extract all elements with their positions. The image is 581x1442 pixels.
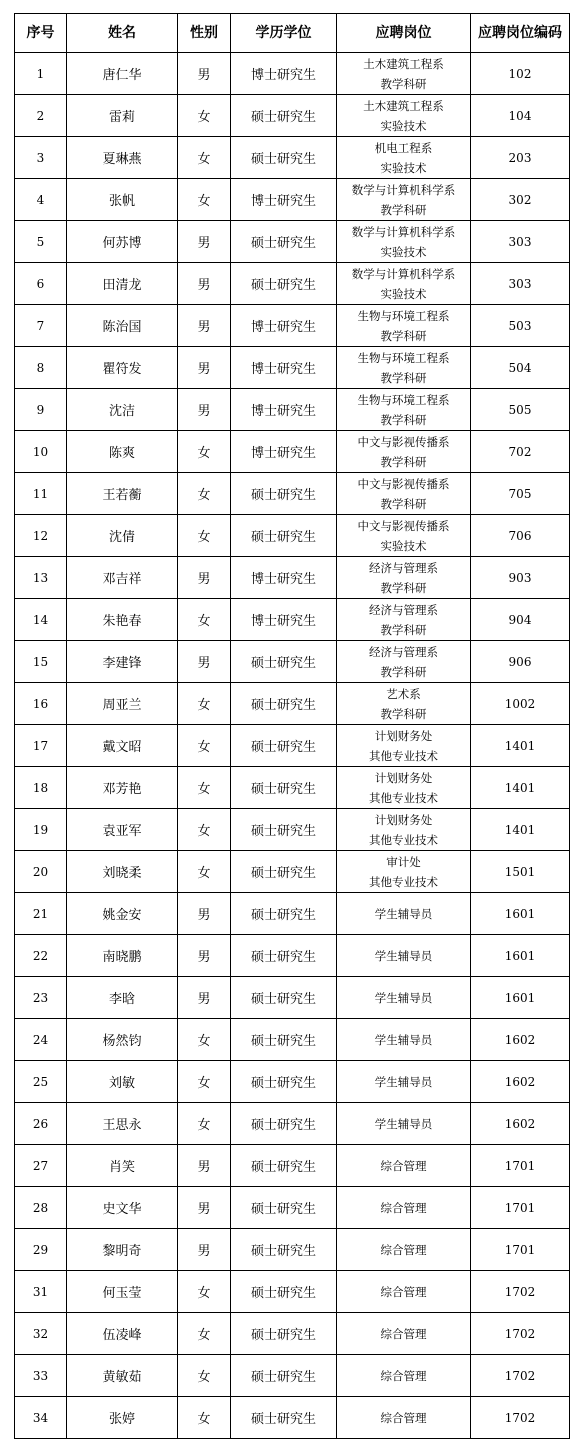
post-line: 实验技术 [380, 160, 427, 175]
post-code-cell: 1702 [471, 1355, 570, 1397]
table-header [15, 14, 570, 53]
serial-cell: 25 [15, 1061, 67, 1103]
post-line: 教学科研 [380, 706, 427, 721]
gender-cell: 女 [178, 851, 231, 893]
name-cell: 肖笑 [67, 1145, 178, 1187]
post-cell [337, 515, 471, 557]
post-code-cell: 302 [471, 179, 570, 221]
gender-cell: 女 [178, 725, 231, 767]
post-cell [337, 137, 471, 179]
name-cell: 周亚兰 [67, 683, 178, 725]
post-code-cell: 102 [471, 53, 570, 95]
post-line: 教学科研 [380, 454, 427, 469]
post-line: 学生辅导员 [374, 1074, 433, 1089]
post-cell [337, 263, 471, 305]
gender-cell: 男 [178, 893, 231, 935]
post-code-cell: 1601 [471, 935, 570, 977]
post-line: 学生辅导员 [374, 990, 433, 1005]
degree-cell: 硕士研究生 [231, 809, 337, 851]
post-cell [337, 641, 471, 683]
table-row [15, 599, 570, 641]
post-line: 计划财务处 [374, 812, 433, 827]
post-line: 综合管理 [380, 1200, 427, 1215]
name-cell: 黄敏茹 [67, 1355, 178, 1397]
post-code-cell: 1602 [471, 1061, 570, 1103]
post-code-cell: 1701 [471, 1229, 570, 1271]
table-row [15, 515, 570, 557]
serial-cell: 22 [15, 935, 67, 977]
post-line: 生物与环境工程系 [357, 308, 450, 323]
name-cell: 姚金安 [67, 893, 178, 935]
table-body [15, 53, 570, 1439]
post-line: 教学科研 [380, 328, 427, 343]
post-cell [337, 221, 471, 263]
table-row [15, 137, 570, 179]
gender-cell: 男 [178, 1229, 231, 1271]
table-row [15, 977, 570, 1019]
table-row [15, 1313, 570, 1355]
serial-cell: 19 [15, 809, 67, 851]
post-code-cell: 1602 [471, 1019, 570, 1061]
degree-cell: 博士研究生 [231, 305, 337, 347]
gender-cell: 男 [178, 263, 231, 305]
name-cell: 南晓鹏 [67, 935, 178, 977]
serial-cell: 13 [15, 557, 67, 599]
serial-cell: 20 [15, 851, 67, 893]
post-line: 教学科研 [380, 496, 427, 511]
post-cell [337, 347, 471, 389]
serial-cell: 5 [15, 221, 67, 263]
post-code-cell: 303 [471, 221, 570, 263]
post-line: 教学科研 [380, 76, 427, 91]
serial-cell: 32 [15, 1313, 67, 1355]
serial-cell: 6 [15, 263, 67, 305]
serial-cell: 8 [15, 347, 67, 389]
degree-cell: 博士研究生 [231, 53, 337, 95]
name-cell: 李晗 [67, 977, 178, 1019]
table-row [15, 53, 570, 95]
post-line: 审计处 [386, 854, 421, 869]
post-code-cell: 1602 [471, 1103, 570, 1145]
degree-cell: 硕士研究生 [231, 473, 337, 515]
table-row [15, 767, 570, 809]
serial-cell: 2 [15, 95, 67, 137]
table-row [15, 683, 570, 725]
serial-cell: 26 [15, 1103, 67, 1145]
gender-cell: 女 [178, 179, 231, 221]
post-line: 生物与环境工程系 [357, 350, 450, 365]
table-row [15, 641, 570, 683]
post-code-cell: 904 [471, 599, 570, 641]
degree-cell: 硕士研究生 [231, 641, 337, 683]
serial-cell: 23 [15, 977, 67, 1019]
name-cell: 何玉莹 [67, 1271, 178, 1313]
serial-cell: 18 [15, 767, 67, 809]
post-code-cell: 1701 [471, 1187, 570, 1229]
degree-cell: 硕士研究生 [231, 221, 337, 263]
name-cell: 刘晓柔 [67, 851, 178, 893]
gender-cell: 女 [178, 1271, 231, 1313]
post-line: 其他专业技术 [369, 874, 438, 889]
gender-cell: 男 [178, 1187, 231, 1229]
post-cell [337, 1187, 471, 1229]
gender-cell: 男 [178, 347, 231, 389]
name-cell: 史文华 [67, 1187, 178, 1229]
gender-cell: 女 [178, 683, 231, 725]
gender-cell: 男 [178, 557, 231, 599]
degree-cell: 硕士研究生 [231, 1187, 337, 1229]
degree-cell: 硕士研究生 [231, 95, 337, 137]
post-cell [337, 473, 471, 515]
post-code-cell: 702 [471, 431, 570, 473]
post-code-cell: 1601 [471, 893, 570, 935]
post-cell [337, 809, 471, 851]
serial-cell: 27 [15, 1145, 67, 1187]
post-line: 综合管理 [380, 1284, 427, 1299]
gender-cell: 男 [178, 935, 231, 977]
serial-cell: 34 [15, 1397, 67, 1439]
post-cell [337, 683, 471, 725]
degree-cell: 博士研究生 [231, 347, 337, 389]
serial-cell: 4 [15, 179, 67, 221]
post-line: 综合管理 [380, 1158, 427, 1173]
degree-cell: 博士研究生 [231, 599, 337, 641]
serial-cell: 24 [15, 1019, 67, 1061]
degree-cell: 硕士研究生 [231, 1019, 337, 1061]
degree-cell: 硕士研究生 [231, 851, 337, 893]
table-row [15, 1271, 570, 1313]
degree-cell: 硕士研究生 [231, 137, 337, 179]
name-cell: 张婷 [67, 1397, 178, 1439]
post-code-cell: 1501 [471, 851, 570, 893]
post-code-cell: 1401 [471, 809, 570, 851]
post-line: 计划财务处 [374, 770, 433, 785]
table-row [15, 1019, 570, 1061]
degree-cell: 博士研究生 [231, 389, 337, 431]
gender-cell: 女 [178, 1313, 231, 1355]
post-line: 教学科研 [380, 412, 427, 427]
serial-cell: 16 [15, 683, 67, 725]
gender-cell: 男 [178, 221, 231, 263]
post-line: 实验技术 [380, 244, 427, 259]
table-row [15, 557, 570, 599]
post-line: 学生辅导员 [374, 1116, 433, 1131]
serial-cell: 17 [15, 725, 67, 767]
name-cell: 王思永 [67, 1103, 178, 1145]
gender-cell: 女 [178, 473, 231, 515]
degree-cell: 硕士研究生 [231, 767, 337, 809]
name-cell: 刘敏 [67, 1061, 178, 1103]
gender-cell: 男 [178, 641, 231, 683]
header-post-code: 应聘岗位编码 [471, 14, 570, 53]
serial-cell: 1 [15, 53, 67, 95]
degree-cell: 博士研究生 [231, 179, 337, 221]
post-cell [337, 557, 471, 599]
degree-cell: 硕士研究生 [231, 1145, 337, 1187]
post-code-cell: 705 [471, 473, 570, 515]
post-line: 经济与管理系 [369, 602, 438, 617]
post-cell [337, 1145, 471, 1187]
gender-cell: 女 [178, 1397, 231, 1439]
post-code-cell: 1702 [471, 1271, 570, 1313]
table-row [15, 893, 570, 935]
serial-cell: 7 [15, 305, 67, 347]
table-row [15, 305, 570, 347]
post-line: 艺术系 [386, 686, 421, 701]
serial-cell: 10 [15, 431, 67, 473]
degree-cell: 博士研究生 [231, 431, 337, 473]
table-row [15, 431, 570, 473]
post-cell [337, 851, 471, 893]
table-row [15, 1145, 570, 1187]
post-cell [337, 599, 471, 641]
post-code-cell: 1702 [471, 1397, 570, 1439]
degree-cell: 硕士研究生 [231, 935, 337, 977]
post-code-cell: 203 [471, 137, 570, 179]
gender-cell: 女 [178, 1355, 231, 1397]
post-code-cell: 1401 [471, 767, 570, 809]
name-cell: 王若蘅 [67, 473, 178, 515]
post-line: 数学与计算机科学系 [351, 182, 456, 197]
serial-cell: 28 [15, 1187, 67, 1229]
name-cell: 张帆 [67, 179, 178, 221]
gender-cell: 男 [178, 305, 231, 347]
post-line: 数学与计算机科学系 [351, 224, 456, 239]
name-cell: 李建锋 [67, 641, 178, 683]
degree-cell: 硕士研究生 [231, 683, 337, 725]
post-code-cell: 104 [471, 95, 570, 137]
gender-cell: 女 [178, 767, 231, 809]
post-line: 中文与影视传播系 [357, 518, 450, 533]
name-cell: 杨然钧 [67, 1019, 178, 1061]
table-row [15, 725, 570, 767]
post-cell [337, 1229, 471, 1271]
name-cell: 何苏博 [67, 221, 178, 263]
post-cell [337, 1061, 471, 1103]
table-row [15, 179, 570, 221]
name-cell: 沈倩 [67, 515, 178, 557]
serial-cell: 14 [15, 599, 67, 641]
post-cell [337, 1355, 471, 1397]
post-line: 学生辅导员 [374, 1032, 433, 1047]
table-row [15, 221, 570, 263]
gender-cell: 女 [178, 515, 231, 557]
degree-cell: 硕士研究生 [231, 1061, 337, 1103]
table-row [15, 1061, 570, 1103]
degree-cell: 硕士研究生 [231, 1271, 337, 1313]
degree-cell: 硕士研究生 [231, 977, 337, 1019]
table-row [15, 1103, 570, 1145]
post-line: 综合管理 [380, 1242, 427, 1257]
post-line: 土木建筑工程系 [363, 98, 444, 113]
header-serial: 序号 [15, 14, 67, 53]
post-line: 学生辅导员 [374, 948, 433, 963]
post-cell [337, 431, 471, 473]
post-line: 其他专业技术 [369, 832, 438, 847]
post-line: 教学科研 [380, 370, 427, 385]
post-cell [337, 53, 471, 95]
post-cell [337, 893, 471, 935]
post-line: 其他专业技术 [369, 790, 438, 805]
gender-cell: 女 [178, 599, 231, 641]
post-code-cell: 903 [471, 557, 570, 599]
gender-cell: 男 [178, 1145, 231, 1187]
serial-cell: 11 [15, 473, 67, 515]
table-row [15, 1187, 570, 1229]
serial-cell: 21 [15, 893, 67, 935]
table-row [15, 1397, 570, 1439]
degree-cell: 硕士研究生 [231, 893, 337, 935]
post-cell [337, 179, 471, 221]
post-line: 综合管理 [380, 1326, 427, 1341]
name-cell: 戴文昭 [67, 725, 178, 767]
post-code-cell: 706 [471, 515, 570, 557]
name-cell: 朱艳春 [67, 599, 178, 641]
degree-cell: 硕士研究生 [231, 725, 337, 767]
name-cell: 袁亚军 [67, 809, 178, 851]
recruitment-table [14, 13, 570, 1439]
post-cell [337, 977, 471, 1019]
post-code-cell: 1002 [471, 683, 570, 725]
post-code-cell: 303 [471, 263, 570, 305]
post-code-cell: 1601 [471, 977, 570, 1019]
name-cell: 黎明奇 [67, 1229, 178, 1271]
post-line: 中文与影视传播系 [357, 476, 450, 491]
name-cell: 邓吉祥 [67, 557, 178, 599]
name-cell: 陈爽 [67, 431, 178, 473]
gender-cell: 男 [178, 389, 231, 431]
post-code-cell: 505 [471, 389, 570, 431]
post-line: 经济与管理系 [369, 644, 438, 659]
post-cell [337, 767, 471, 809]
post-line: 生物与环境工程系 [357, 392, 450, 407]
degree-cell: 硕士研究生 [231, 1397, 337, 1439]
post-cell [337, 1313, 471, 1355]
header-row [15, 14, 570, 53]
post-cell [337, 1271, 471, 1313]
degree-cell: 博士研究生 [231, 557, 337, 599]
post-line: 实验技术 [380, 538, 427, 553]
post-cell [337, 305, 471, 347]
post-code-cell: 906 [471, 641, 570, 683]
post-line: 机电工程系 [374, 140, 433, 155]
post-line: 综合管理 [380, 1368, 427, 1383]
post-line: 计划财务处 [374, 728, 433, 743]
post-line: 教学科研 [380, 580, 427, 595]
post-code-cell: 503 [471, 305, 570, 347]
name-cell: 邓芳艳 [67, 767, 178, 809]
serial-cell: 15 [15, 641, 67, 683]
post-line: 教学科研 [380, 622, 427, 637]
post-code-cell: 1401 [471, 725, 570, 767]
name-cell: 瞿符发 [67, 347, 178, 389]
table-row [15, 95, 570, 137]
post-cell [337, 95, 471, 137]
table-row [15, 1355, 570, 1397]
header-name: 姓名 [67, 14, 178, 53]
header-post: 应聘岗位 [337, 14, 471, 53]
degree-cell: 硕士研究生 [231, 515, 337, 557]
post-cell [337, 935, 471, 977]
post-code-cell: 504 [471, 347, 570, 389]
post-line: 实验技术 [380, 118, 427, 133]
name-cell: 沈洁 [67, 389, 178, 431]
post-code-cell: 1701 [471, 1145, 570, 1187]
gender-cell: 女 [178, 809, 231, 851]
gender-cell: 女 [178, 95, 231, 137]
post-cell [337, 389, 471, 431]
degree-cell: 硕士研究生 [231, 1313, 337, 1355]
post-line: 实验技术 [380, 286, 427, 301]
post-cell [337, 1103, 471, 1145]
table-row [15, 347, 570, 389]
header-degree: 学历学位 [231, 14, 337, 53]
post-line: 教学科研 [380, 202, 427, 217]
name-cell: 伍凌峰 [67, 1313, 178, 1355]
gender-cell: 男 [178, 977, 231, 1019]
post-line: 数学与计算机科学系 [351, 266, 456, 281]
table-row [15, 473, 570, 515]
post-cell [337, 725, 471, 767]
name-cell: 陈治国 [67, 305, 178, 347]
serial-cell: 31 [15, 1271, 67, 1313]
serial-cell: 33 [15, 1355, 67, 1397]
name-cell: 雷莉 [67, 95, 178, 137]
serial-cell: 12 [15, 515, 67, 557]
degree-cell: 硕士研究生 [231, 1229, 337, 1271]
table-row [15, 263, 570, 305]
table-row [15, 389, 570, 431]
post-line: 经济与管理系 [369, 560, 438, 575]
gender-cell: 女 [178, 1019, 231, 1061]
name-cell: 夏琳燕 [67, 137, 178, 179]
post-cell [337, 1397, 471, 1439]
post-cell [337, 1019, 471, 1061]
gender-cell: 女 [178, 431, 231, 473]
gender-cell: 男 [178, 53, 231, 95]
post-line: 学生辅导员 [374, 906, 433, 921]
degree-cell: 硕士研究生 [231, 1355, 337, 1397]
header-gender: 性别 [178, 14, 231, 53]
table-row [15, 851, 570, 893]
degree-cell: 硕士研究生 [231, 1103, 337, 1145]
post-line: 教学科研 [380, 664, 427, 679]
name-cell: 唐仁华 [67, 53, 178, 95]
gender-cell: 女 [178, 1061, 231, 1103]
post-line: 中文与影视传播系 [357, 434, 450, 449]
serial-cell: 9 [15, 389, 67, 431]
gender-cell: 女 [178, 137, 231, 179]
table-row [15, 935, 570, 977]
serial-cell: 3 [15, 137, 67, 179]
degree-cell: 硕士研究生 [231, 263, 337, 305]
table-row [15, 809, 570, 851]
table-row [15, 1229, 570, 1271]
post-line: 土木建筑工程系 [363, 56, 444, 71]
gender-cell: 女 [178, 1103, 231, 1145]
serial-cell: 29 [15, 1229, 67, 1271]
name-cell: 田清龙 [67, 263, 178, 305]
post-code-cell: 1702 [471, 1313, 570, 1355]
post-line: 综合管理 [380, 1410, 427, 1425]
post-line: 其他专业技术 [369, 748, 438, 763]
